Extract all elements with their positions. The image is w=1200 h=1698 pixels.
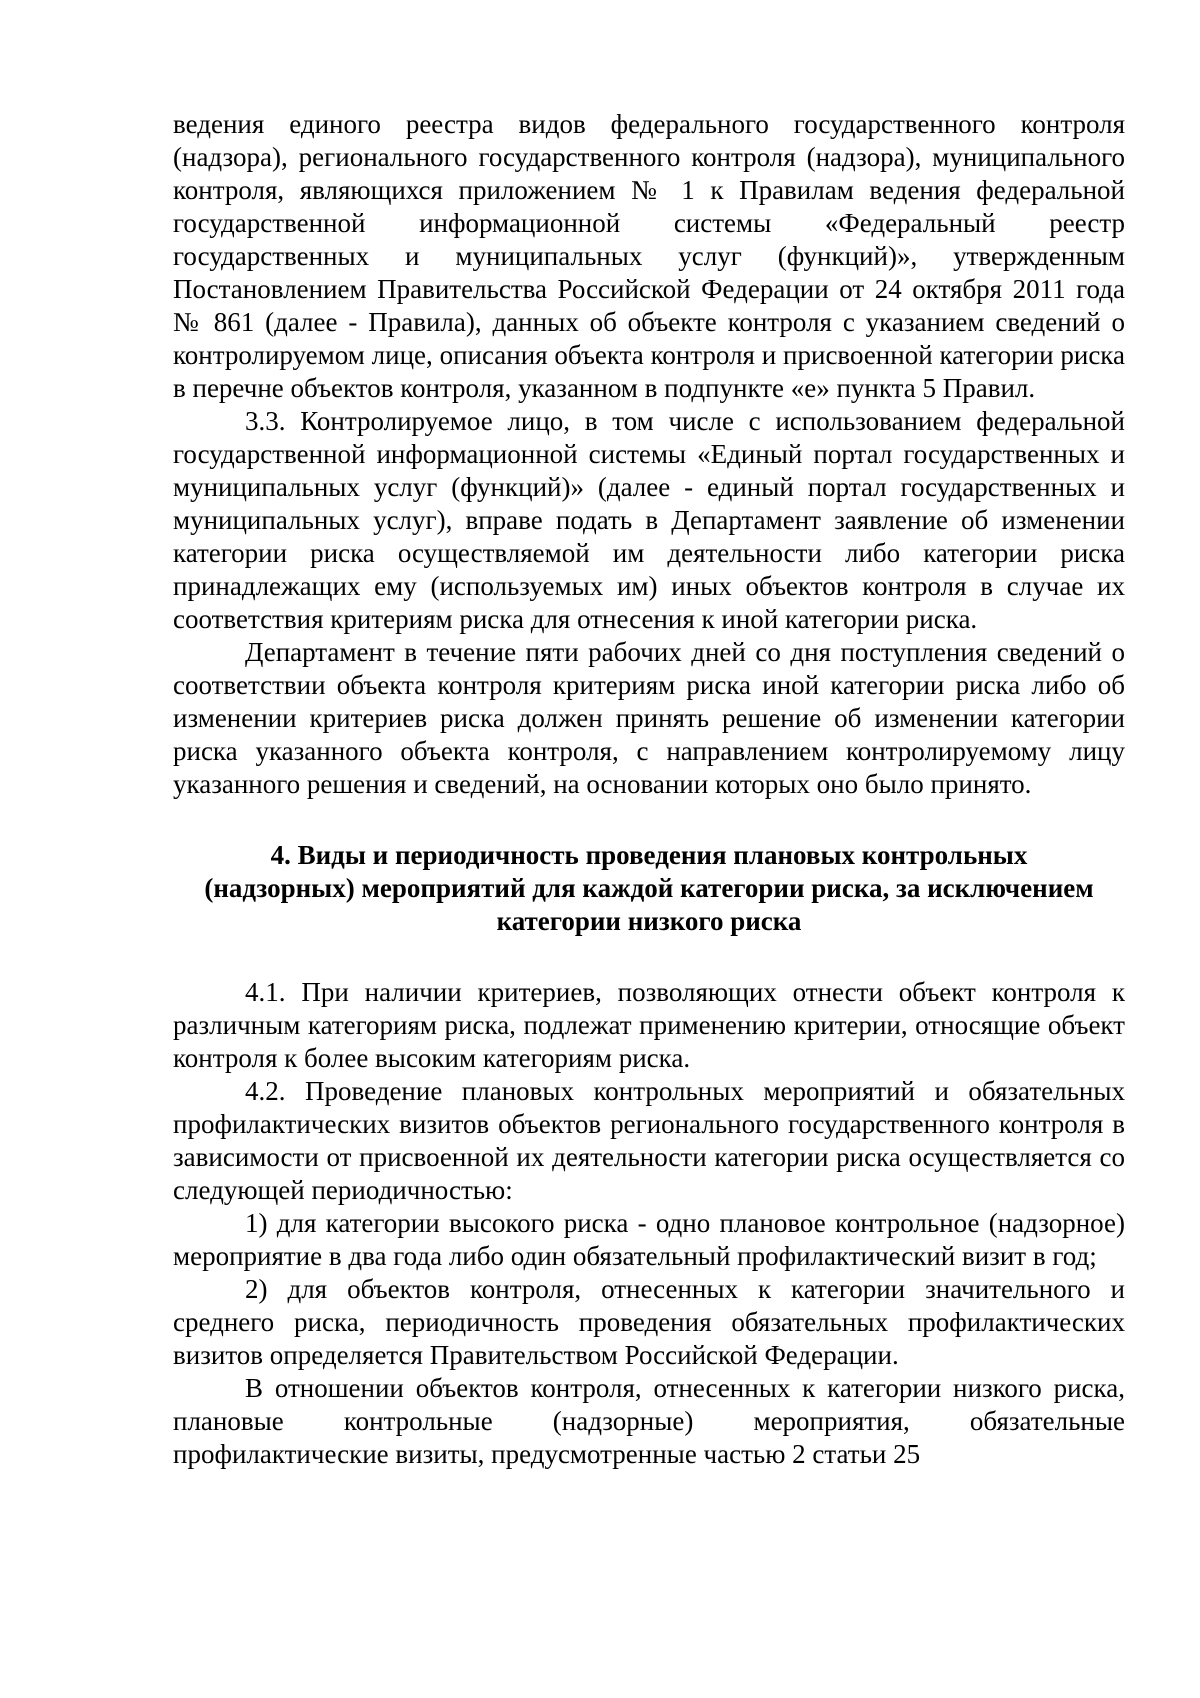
heading-line: категории низкого риска (496, 906, 802, 936)
paragraph-department-decision: Департамент в течение пяти рабочих дней со дня поступления сведений о соответствии объекта контроля критериям риска иной категории риска либо об изменении критериев риска должен принять решение об изменении категории риска указанного объекта контроля, с направлением контролируемому лицу указанного решения и сведений, на основании которых оно было принято. (173, 637, 1125, 799)
paragraph-4-2: 4.2. Проведение плановых контрольных мероприятий и обязательных профилактических визитов объектов регионального государственного контроля в зависимости от присвоенной их деятельности категории риска осуществляется со следующей периодичностью: (173, 1076, 1125, 1205)
heading-line: (надзорных) мероприятий для каждой категории риска, за исключением (204, 873, 1094, 903)
document-body (173, 108, 1125, 1471)
heading-line: 4. Виды и периодичность проведения плановых контрольных (270, 840, 1028, 870)
list-item-high-risk: 1) для категории высокого риска - одно плановое контрольное (надзорное) мероприятие в два года либо один обязательный профилактический визит в год; (173, 1208, 1125, 1271)
section-4-heading (173, 839, 1125, 938)
paragraph-3-3: 3.3. Контролируемое лицо, в том числе с использованием федеральной государственной информационной системы «Единый портал государственных и муниципальных услуг (функций)» (далее - единый портал государственных и муниципальных услуг), вправе подать в Департамент заявление об изменении категории риска осуществляемой им деятельности либо категории риска принадлежащих ему (используемых им) иных объектов контроля в случае их соответствия критериям риска для отнесения к иной категории риска. (173, 406, 1125, 634)
paragraph-continuation: ведения единого реестра видов федерального государственного контроля (надзора), регионального государственного контроля (надзора), муниципального контроля, являющихся приложением № 1 к Правилам ведения федеральной государственной информационной системы «Федеральный реестр государственных и муниципальных услуг (функций)», утвержденным Постановлением Правительства Российской Федерации от 24 октября 2011 года № 861 (далее - Правила), данных об объекте контроля с указанием сведений о контролируемом лице, описания объекта контроля и присвоенной категории риска в перечне объектов контроля, указанном в подпункте «е» пункта 5 Правил. (173, 109, 1125, 403)
paragraph-low-risk: В отношении объектов контроля, отнесенных к категории низкого риска, плановые контрольные (надзорные) мероприятия, обязательные профилактические визиты, предусмотренные частью 2 статьи 25 (173, 1373, 1125, 1469)
paragraph-4-1: 4.1. При наличии критериев, позволяющих отнести объект контроля к различным категориям риска, подлежат применению критерии, относящие объект контроля к более высоким категориям риска. (173, 977, 1125, 1073)
list-item-significant-medium-risk: 2) для объектов контроля, отнесенных к категории значительного и среднего риска, периодичность проведения обязательных профилактических визитов определяется Правительством Российской Федерации. (173, 1274, 1125, 1370)
